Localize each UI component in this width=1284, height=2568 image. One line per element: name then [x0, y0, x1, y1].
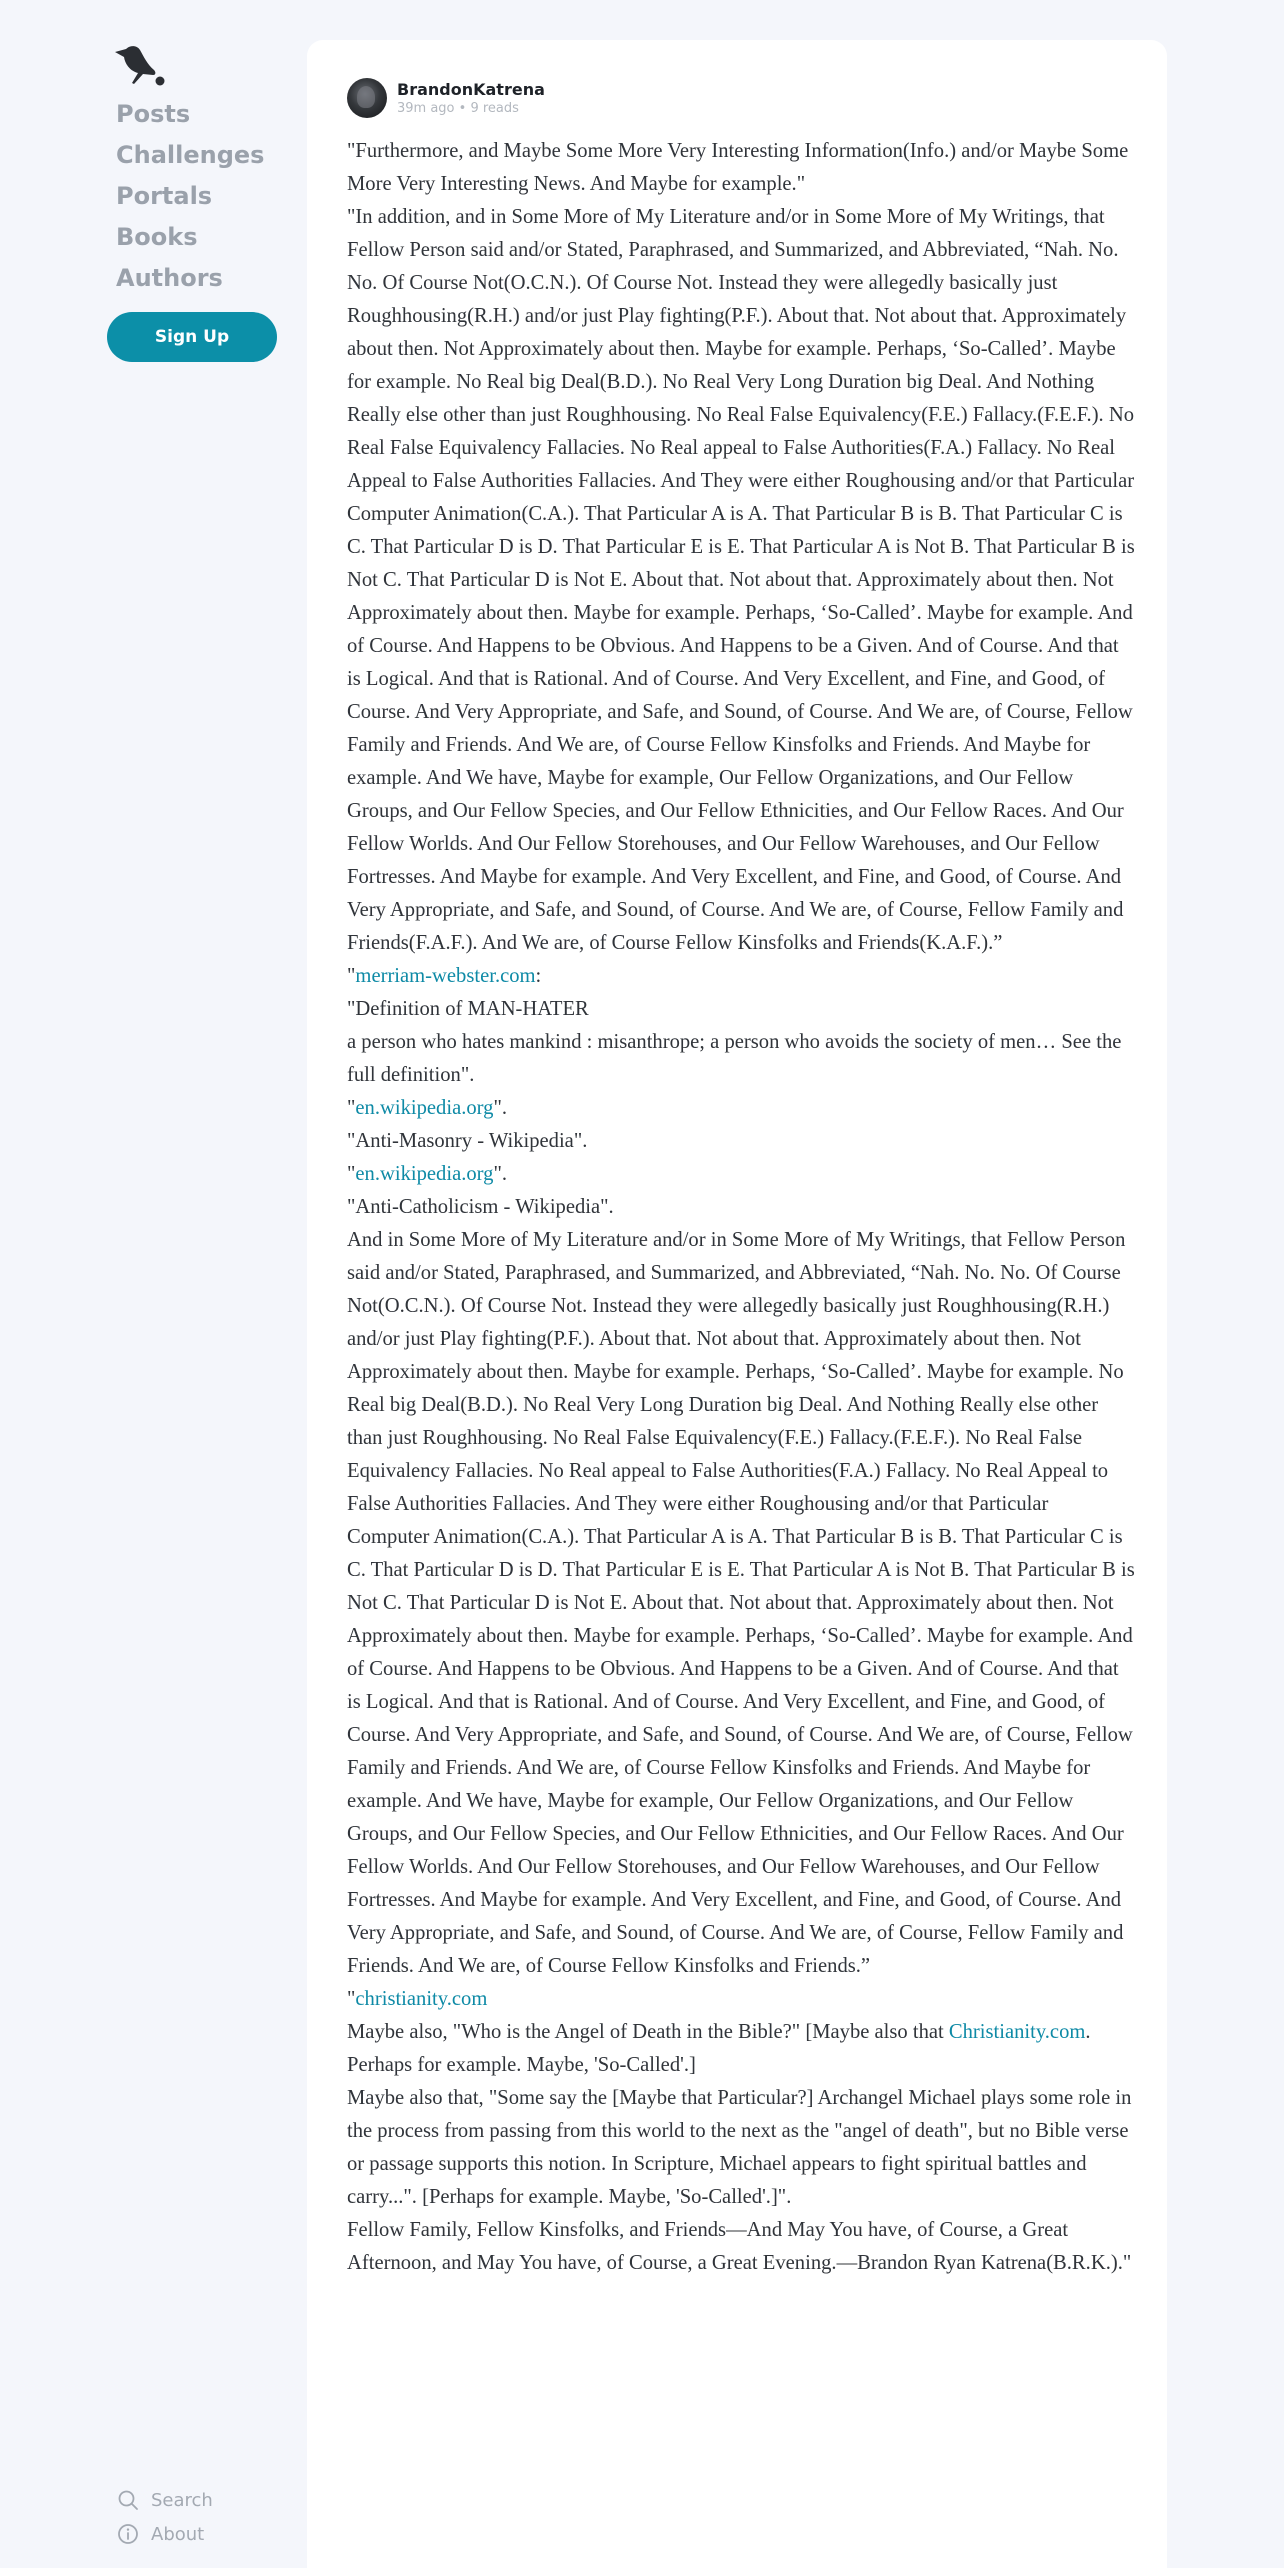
footer-about[interactable] — [117, 2517, 213, 2551]
angel-of-death-paragraph — [347, 2016, 1135, 2082]
info-icon — [117, 2523, 139, 2545]
closing-paragraph: Fellow Family, Fellow Kinsfolks, and Friends—And May You have, of Course, a Great Afternoon, and May You have, of Course, a Great Evening.—Brandon Ryan Katrena(B.R.K.)." — [347, 2219, 1132, 2274]
sign-up-button[interactable]: Sign Up — [107, 312, 277, 362]
merriam-webster-source — [347, 960, 1135, 993]
nav-posts[interactable]: Posts — [116, 100, 191, 128]
quote-mark: " — [347, 965, 356, 987]
nav-challenges[interactable]: Challenges — [116, 141, 265, 169]
anti-masonry-title: "Anti-Masonry - Wikipedia". — [347, 1130, 588, 1152]
post-stats — [397, 100, 545, 117]
nav-authors[interactable]: Authors — [116, 264, 223, 292]
wikipedia-link-1[interactable]: en.wikipedia.org — [355, 1097, 494, 1119]
quote-mark: " — [347, 1163, 356, 1185]
footer-search-label: Search — [151, 2489, 213, 2511]
paragraph-literature: "In addition, and in Some More of My Literature and/or in Some More of My Writings, that Fellow Person said and/or Stated, Paraphrased, and Summarized, and Abbreviated, “Nah. No. No. Of Course Not(O.C.N.). Of Course Not. Instead they were allegedly basically just Roughhousing(R.H.) and/or just Play fighting(P.F.). About that. Not about that. Approximately about then. Not Approximately about then. Maybe for example. Perhaps, ‘So-Called’. Maybe for example. No Real big Deal(B.D.). No Real Very Long Duration big Deal. And Nothing Really else other than just Roughhousing. No Real False Equivalency(F.E.) Fallacy.(F.E.F.). No Real False Equivalency Fallacies. No Real appeal to False Authorities(F.A.) Fallacy. No Real Appeal to False Authorities Fallacies. And They were either Roughousing and/or that Particular Computer Animation(C.A.). That Particular A is A. That Particular B is B. That Particular C is C. That Particular D is D. That Particular E is E. That Particular A is Not B. That Particular B is Not C. That Particular D is Not E. About that. Not about that. Approximately about then. Not Approximately about then. Maybe for example. Perhaps, ‘So-Called’. Maybe for example. And of Course. And Happens to be Obvious. And Happens to be a Given. And of Course. And that is Logical. And that is Rational. And of Course. And Very Excellent, and Fine, and Good, of Course. And Very Appropriate, and Safe, and Sound, of Course. And We are, of Course, Fellow Family and Friends. And We are, of Course Fellow Kinsfolks and Friends. And Maybe for example. And We have, Maybe for example, Our Fellow Organizations, and Our Fellow Groups, and Our Fellow Species, and Our Fellow Ethnicities, and Our Fellow Races. And Our Fellow Worlds. And Our Fellow Storehouses, and Our Fellow Warehouses, and Our Fellow Fortresses. And Maybe for example. And Very Excellent, and Fine, and Good, of Course. And Very Appropriate, and Safe, and Sound, of Course. And We are, of Course, Fellow Family and Friends(F.A.F.). And We are, of Course Fellow Kinsfolks and Friends(K.A.F.).” — [347, 206, 1135, 954]
paragraph-intro: "Furthermore, and Maybe Some More Very Interesting Information(Info.) and/or Maybe Some More Very Interesting News. And Maybe for example." — [347, 140, 1129, 195]
read-count: 9 reads — [470, 100, 519, 116]
nav-books[interactable]: Books — [116, 223, 198, 251]
christianity-source — [347, 1983, 1135, 2016]
main-nav — [107, 94, 277, 299]
footer-about-label: About — [151, 2523, 205, 2545]
definition-body: a person who hates mankind : misanthrope; a person who avoids the society of men… See the full definition". — [347, 1031, 1122, 1086]
post-card — [307, 40, 1167, 2568]
archangel-paragraph: Maybe also that, "Some say the [Maybe that Particular?] Archangel Michael plays some role in the process from passing from this world to the next as the "angel of death", but no Bible verse or passage supports this notion. In Scripture, Michael appears to fight spiritual battles and carry...". [Perhaps for example. Maybe, 'So-Called'.]". — [347, 2087, 1132, 2208]
meta-separator: • — [458, 100, 467, 116]
quote-mark: " — [347, 1097, 356, 1119]
post-body — [347, 135, 1135, 2280]
christianity-link-2[interactable]: Christianity.com — [948, 2021, 1086, 2043]
sidebar — [107, 40, 277, 362]
post-header — [347, 78, 545, 118]
close-quote: ". — [493, 1097, 508, 1119]
post-time: 39m ago — [397, 100, 455, 116]
post-meta — [397, 80, 545, 117]
wikipedia-link-2[interactable]: en.wikipedia.org — [355, 1163, 494, 1185]
merriam-webster-link[interactable]: merriam-webster.com — [355, 965, 536, 987]
angel-text-start: Maybe also, "Who is the Angel of Death in the Bible?" [Maybe also that — [347, 2021, 949, 2043]
footer-nav — [117, 2483, 213, 2551]
angel-text-end: . Perhaps for example. Maybe, 'So-Called'.] — [347, 2021, 1091, 2076]
anti-catholicism-title: "Anti-Catholicism - Wikipedia". — [347, 1196, 614, 1218]
author-name[interactable]: BrandonKatrena — [397, 79, 545, 99]
colon: : — [535, 965, 542, 987]
bird-logo-icon[interactable] — [112, 40, 168, 88]
nav-portals[interactable]: Portals — [116, 182, 213, 210]
avatar[interactable] — [347, 78, 387, 118]
paragraph-literature-2: And in Some More of My Literature and/or in Some More of My Writings, that Fellow Person said and/or Stated, Paraphrased, and Summarized, and Abbreviated, “Nah. No. No. Of Course Not(O.C.N.). Of Course Not. Instead they were allegedly basically just Roughhousing(R.H.) and/or just Play fighting(P.F.). About that. Not about that. Approximately about then. Not Approximately about then. Maybe for example. Perhaps, ‘So-Called’. Maybe for example. No Real big Deal(B.D.). No Real Very Long Duration big Deal. And Nothing Really else other than just Roughhousing. No Real False Equivalency(F.E.) Fallacy.(F.E.F.). No Real False Equivalency Fallacies. No Real appeal to False Authorities(F.A.) Fallacy. No Real Appeal to False Authorities Fallacies. And They were either Roughousing and/or that Particular Computer Animation(C.A.). That Particular A is A. That Particular B is B. That Particular C is C. That Particular D is D. That Particular E is E. That Particular A is Not B. That Particular B is Not C. That Particular D is Not E. About that. Not about that. Approximately about then. Not Approximately about then. Maybe for example. Perhaps, ‘So-Called’. Maybe for example. And of Course. And Happens to be Obvious. And Happens to be a Given. And of Course. And that is Logical. And that is Rational. And of Course. And Very Excellent, and Fine, and Good, of Course. And Very Appropriate, and Safe, and Sound, of Course. And We are, of Course, Fellow Family and Friends. And We are, of Course Fellow Kinsfolks and Friends. And Maybe for example. And We have, Maybe for example, Our Fellow Organizations, and Our Fellow Groups, and Our Fellow Species, and Our Fellow Ethnicities, and Our Fellow Races. And Our Fellow Worlds. And Our Fellow Storehouses, and Our Fellow Warehouses, and Our Fellow Fortresses. And Maybe for example. And Very Excellent, and Fine, and Good, of Course. And Very Appropriate, and Safe, and Sound, of Course. And We are, of Course, Fellow Family and Friends. And We are, of Course Fellow Kinsfolks and Friends.” — [347, 1229, 1135, 1977]
wikipedia-source-1 — [347, 1092, 1135, 1125]
quote-mark: " — [347, 1988, 356, 2010]
search-icon — [117, 2489, 139, 2511]
definition-title: "Definition of MAN-HATER — [347, 998, 589, 1020]
close-quote: ". — [493, 1163, 508, 1185]
christianity-link[interactable]: christianity.com — [355, 1988, 488, 2010]
wikipedia-source-2 — [347, 1158, 1135, 1191]
footer-search[interactable] — [117, 2483, 213, 2517]
